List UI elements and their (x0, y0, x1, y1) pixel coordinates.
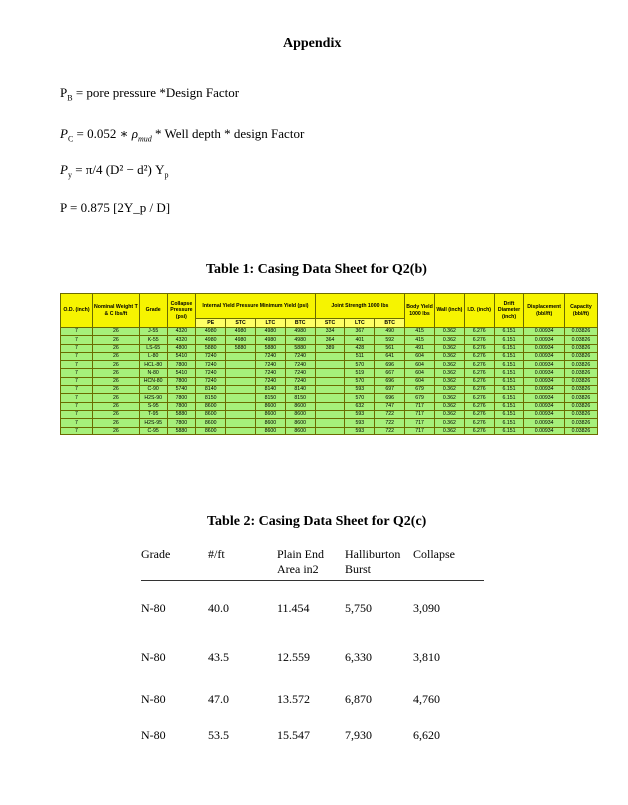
table-cell: 8140 (196, 386, 226, 394)
table-cell: 717 (405, 419, 435, 427)
table-cell: 8150 (196, 394, 226, 402)
table-cell: 6.151 (494, 352, 524, 360)
table-cell: 8600 (285, 402, 315, 410)
table-cell: 5740 (167, 386, 196, 394)
table-cell: 428 (345, 344, 375, 352)
table-cell: 26 (92, 328, 139, 336)
table-row (141, 679, 484, 721)
table-cell: 26 (92, 394, 139, 402)
table-cell: H2S-90 (139, 394, 167, 402)
table-cell: 7 (61, 328, 93, 336)
table-cell: 7800 (167, 361, 196, 369)
table-cell: 6.276 (464, 336, 494, 344)
table-cell: 8600 (285, 410, 315, 418)
subheader-cell: STC (315, 319, 345, 328)
table-cell: 8600 (285, 419, 315, 427)
table-cell: 8600 (196, 419, 226, 427)
table-cell: 593 (345, 410, 375, 418)
table-row (61, 328, 598, 336)
table-cell: 604 (405, 377, 435, 385)
table-cell: 6.276 (464, 410, 494, 418)
table-cell: 6.276 (464, 361, 494, 369)
table-cell: C-95 (139, 427, 167, 435)
table-row (61, 427, 598, 435)
table-cell: 7800 (167, 402, 196, 410)
table-cell: 367 (345, 328, 375, 336)
table-cell: 722 (375, 410, 405, 418)
table-cell: 0.00934 (524, 402, 564, 410)
table-cell: 0.00934 (524, 427, 564, 435)
table-cell: 7 (61, 344, 93, 352)
table-cell: 604 (405, 369, 435, 377)
table-cell: 7240 (255, 352, 285, 360)
table-cell: 722 (375, 427, 405, 435)
table-row (61, 344, 598, 352)
table-cell: 8600 (285, 427, 315, 435)
table-cell: 5880 (255, 344, 285, 352)
table-cell: 0.362 (434, 410, 464, 418)
header-collapse: Collapse Pressure (psi) (167, 294, 196, 328)
table-cell: 7240 (285, 377, 315, 385)
table-cell: 6.151 (494, 394, 524, 402)
table-cell (226, 410, 256, 418)
table-cell: 6.151 (494, 336, 524, 344)
table-cell: 7 (61, 386, 93, 394)
header-displacement: Displacement (bbl/ft) (524, 294, 564, 328)
table-cell: 717 (405, 427, 435, 435)
table-cell: 0.00934 (524, 377, 564, 385)
table-cell: 8600 (255, 427, 285, 435)
table-cell: 0.03826 (564, 402, 597, 410)
header-grade: Grade (139, 294, 167, 328)
table-cell: 6.276 (464, 377, 494, 385)
table-cell: 7240 (255, 361, 285, 369)
table-cell: 0.362 (434, 352, 464, 360)
table-cell: 7 (61, 402, 93, 410)
table-cell: 490 (375, 328, 405, 336)
table-cell (315, 410, 345, 418)
table-cell: 604 (405, 352, 435, 360)
header-id: I.D. (inch) (464, 294, 494, 328)
table-cell: 722 (375, 419, 405, 427)
table-cell: 0.362 (434, 377, 464, 385)
table-cell: 6,870 (345, 692, 372, 706)
table-cell: 5880 (196, 344, 226, 352)
table-cell: 8600 (255, 419, 285, 427)
table-cell: 4980 (226, 328, 256, 336)
table-cell (315, 361, 345, 369)
table-cell: N-80 (141, 727, 166, 742)
table-cell: 0.362 (434, 369, 464, 377)
table-cell: 6.276 (464, 386, 494, 394)
table-cell: 8600 (196, 427, 226, 435)
table-cell: 5410 (167, 352, 196, 360)
table-cell (226, 352, 256, 360)
table-cell: 13.572 (277, 692, 310, 706)
table-cell: 0.00934 (524, 361, 564, 369)
table-cell: 6,330 (345, 650, 372, 664)
table-row (61, 377, 598, 385)
table-cell: 40.0 (208, 601, 229, 616)
table-cell: 26 (92, 410, 139, 418)
table-cell: 3,810 (413, 650, 440, 664)
table-cell: 0.03826 (564, 386, 597, 394)
table-cell: 6,620 (413, 727, 440, 742)
table-cell: 641 (375, 352, 405, 360)
table-cell: 53.5 (208, 727, 229, 742)
table-cell: 4980 (196, 328, 226, 336)
header-weight: Nominal Weight T & C lbs/ft (92, 294, 139, 328)
subheader-cell: PE (196, 319, 226, 328)
table-cell (315, 386, 345, 394)
equation-yield-pressure: $P_y = \pi/4$ (D² − d²) $Y_p$ (60, 162, 169, 180)
table-cell: 26 (92, 386, 139, 394)
table-row (61, 386, 598, 394)
table-cell: 717 (405, 410, 435, 418)
equation-burst-pressure: P = 0.875 [2Y_p / D] (60, 200, 171, 215)
table-cell: 0.362 (434, 361, 464, 369)
table2-caption: Table 2: Casing Data Sheet for Q2(c) (207, 514, 427, 529)
table-cell: 26 (92, 336, 139, 344)
table-cell: 11.454 (277, 601, 310, 616)
table-cell: 519 (345, 369, 375, 377)
table-cell: 0.00934 (524, 352, 564, 360)
table-cell: 4980 (285, 336, 315, 344)
table-cell (226, 394, 256, 402)
table-cell: 7 (61, 361, 93, 369)
table-cell: 6.276 (464, 427, 494, 435)
table-cell: 12.559 (277, 650, 310, 664)
table-cell: 401 (345, 336, 375, 344)
table-cell (315, 427, 345, 435)
table-cell: 4980 (226, 336, 256, 344)
header-capacity: Capacity (bbl/ft) (564, 294, 597, 328)
table-cell: 6.276 (464, 369, 494, 377)
table-cell: 43.5 (208, 650, 229, 664)
table-cell: 47.0 (208, 692, 229, 706)
table-cell: 8600 (255, 402, 285, 410)
table-cell: 0.362 (434, 344, 464, 352)
table-cell: 0.03826 (564, 369, 597, 377)
table2-header-cell: Halliburton Burst (345, 547, 413, 581)
table-cell: 7 (61, 336, 93, 344)
table-cell: 0.03826 (564, 361, 597, 369)
table-cell: L-80 (139, 352, 167, 360)
table-cell: 5880 (285, 344, 315, 352)
table-cell: 717 (405, 402, 435, 410)
table-cell: T-95 (139, 410, 167, 418)
table-cell: 7 (61, 419, 93, 427)
table-cell: HCN-80 (139, 377, 167, 385)
table-cell: 5880 (167, 427, 196, 435)
table-cell: 696 (375, 394, 405, 402)
table-cell: 6.151 (494, 328, 524, 336)
table-cell: 7 (61, 410, 93, 418)
table-row (141, 637, 484, 679)
subheader-cell: STC (226, 319, 256, 328)
equation-collapse-pressure: $P_C = 0.052$ ∗ $\rho_{mud}$ * Well depth * design Factor (60, 126, 305, 144)
table-cell: 26 (92, 402, 139, 410)
table-cell: 4800 (167, 344, 196, 352)
table-cell: 679 (405, 394, 435, 402)
table-cell: 26 (92, 361, 139, 369)
table-cell: 26 (92, 352, 139, 360)
table-cell: 5880 (226, 344, 256, 352)
table-cell: 26 (92, 369, 139, 377)
table-cell: 632 (345, 402, 375, 410)
table-cell: N-80 (141, 601, 166, 616)
table-cell: 0.362 (434, 402, 464, 410)
table-cell: 0.362 (434, 394, 464, 402)
table-row (141, 721, 484, 750)
table-cell (315, 377, 345, 385)
table-cell: K-55 (139, 336, 167, 344)
table-cell: 4980 (196, 336, 226, 344)
table-cell (226, 419, 256, 427)
table-cell: 6.151 (494, 402, 524, 410)
table-cell: 570 (345, 361, 375, 369)
table-cell: 8600 (196, 410, 226, 418)
table-cell: C-90 (139, 386, 167, 394)
table-cell (315, 352, 345, 360)
table-cell: 593 (345, 419, 375, 427)
table-cell: 0.03826 (564, 410, 597, 418)
table-cell: 491 (405, 344, 435, 352)
table-row (61, 394, 598, 402)
table-cell: 0.03826 (564, 427, 597, 435)
table-cell: 415 (405, 336, 435, 344)
table-cell: 604 (405, 361, 435, 369)
table-cell: 8600 (196, 402, 226, 410)
table-cell: 6.276 (464, 328, 494, 336)
table2-header-cell: Plain End Area in2 (277, 547, 345, 581)
table-cell: 0.00934 (524, 369, 564, 377)
table-cell: J-55 (139, 328, 167, 336)
table-row (61, 361, 598, 369)
table-cell: 0.00934 (524, 419, 564, 427)
table-row (61, 336, 598, 344)
table-cell: 6.276 (464, 402, 494, 410)
equation-pore-pressure: $P_B$ = pore pressure *Design Factor (60, 85, 240, 103)
table-cell: 8140 (255, 386, 285, 394)
table-cell: 0.00934 (524, 386, 564, 394)
table-cell: 7 (61, 377, 93, 385)
table-cell: 6.151 (494, 344, 524, 352)
table-cell: 0.03826 (564, 328, 597, 336)
table-cell: 6.151 (494, 369, 524, 377)
table2-header-cell: Grade (141, 547, 208, 581)
table-cell: 7800 (167, 377, 196, 385)
table-cell: 0.00934 (524, 394, 564, 402)
table-cell: 0.00934 (524, 410, 564, 418)
table-cell: 6.151 (494, 410, 524, 418)
table-row (61, 352, 598, 360)
header-wall: Wall (inch) (434, 294, 464, 328)
table-cell: HCL-80 (139, 361, 167, 369)
table-cell: 6.151 (494, 419, 524, 427)
table-cell: 593 (345, 386, 375, 394)
table-cell: 561 (375, 344, 405, 352)
table-cell: 7240 (196, 369, 226, 377)
table-cell: 679 (405, 386, 435, 394)
table-cell: 8150 (285, 394, 315, 402)
table-cell: 511 (345, 352, 375, 360)
table-cell: 0.03826 (564, 344, 597, 352)
table-cell: 7 (61, 369, 93, 377)
table-cell: 4980 (285, 328, 315, 336)
table-cell: 6.276 (464, 394, 494, 402)
table-cell: 0.00934 (524, 344, 564, 352)
table-cell: 0.362 (434, 336, 464, 344)
table-cell: 592 (375, 336, 405, 344)
table-cell: 26 (92, 377, 139, 385)
table-cell: 7240 (285, 361, 315, 369)
appendix-heading: Appendix (283, 36, 342, 51)
table-cell (226, 386, 256, 394)
table-cell (226, 377, 256, 385)
table-cell: 3,090 (413, 601, 440, 616)
table-cell: 696 (375, 377, 405, 385)
table-cell: 7,930 (345, 727, 372, 742)
table-cell: 0.03826 (564, 352, 597, 360)
table-cell (226, 369, 256, 377)
table-cell (315, 419, 345, 427)
table-cell: 26 (92, 419, 139, 427)
table-cell: 0.362 (434, 328, 464, 336)
table-cell: 4980 (255, 328, 285, 336)
table-cell: 0.03826 (564, 377, 597, 385)
table-cell: 570 (345, 394, 375, 402)
table-cell (226, 402, 256, 410)
table-cell: N-80 (141, 692, 166, 706)
table-cell (315, 402, 345, 410)
table-cell: 7 (61, 427, 93, 435)
header-body-yield: Body Yield 1000 lbs (405, 294, 435, 328)
table-cell: 747 (375, 402, 405, 410)
subheader-cell: LTC (255, 319, 285, 328)
table-row (61, 402, 598, 410)
table-cell: 6.276 (464, 344, 494, 352)
table-cell: 5880 (167, 410, 196, 418)
casing-data-table-2 (141, 547, 484, 750)
table-cell: 8140 (285, 386, 315, 394)
table-cell: 7240 (196, 361, 226, 369)
table-cell: 7240 (285, 369, 315, 377)
table-cell: N-80 (139, 369, 167, 377)
table-cell: 0.03826 (564, 336, 597, 344)
table-cell (315, 369, 345, 377)
table-cell: 0.362 (434, 427, 464, 435)
table-cell: 4,760 (413, 692, 440, 706)
header-internal-yield: Internal Yield Pressure Minimum Yield (psi) (196, 294, 315, 319)
table-cell: 415 (405, 328, 435, 336)
table-cell: 5,750 (345, 601, 372, 616)
table-cell: 7240 (255, 377, 285, 385)
table-cell: 5410 (167, 369, 196, 377)
table-row (61, 419, 598, 427)
table-cell: N-80 (141, 650, 166, 664)
table-cell: 8150 (255, 394, 285, 402)
table-cell: 6.276 (464, 419, 494, 427)
table-cell: 7240 (255, 369, 285, 377)
table-cell: 6.151 (494, 386, 524, 394)
table-cell (315, 394, 345, 402)
table1-caption: Table 1: Casing Data Sheet for Q2(b) (206, 262, 427, 277)
table-cell: 7 (61, 352, 93, 360)
table-cell: 7 (61, 394, 93, 402)
table-cell: 7240 (196, 352, 226, 360)
table-cell: 0.362 (434, 386, 464, 394)
table-row (141, 581, 484, 637)
table-cell: 6.276 (464, 352, 494, 360)
table-cell: 26 (92, 344, 139, 352)
table-cell: 8600 (255, 410, 285, 418)
table-cell: 364 (315, 336, 345, 344)
table-cell: 15.547 (277, 727, 310, 742)
table-cell: LS-65 (139, 344, 167, 352)
table-cell: H2S-95 (139, 419, 167, 427)
table-cell: S-95 (139, 402, 167, 410)
table-cell: 6.151 (494, 361, 524, 369)
table2-header-cell: #/ft (208, 547, 277, 581)
subheader-cell: BTC (285, 319, 315, 328)
table-cell: 6.151 (494, 427, 524, 435)
table-cell: 389 (315, 344, 345, 352)
table-cell: 696 (375, 361, 405, 369)
table-cell (226, 427, 256, 435)
table-cell (226, 361, 256, 369)
table-cell: 0.03826 (564, 419, 597, 427)
table-cell: 593 (345, 427, 375, 435)
table-cell: 7240 (196, 377, 226, 385)
table-cell: 0.00934 (524, 336, 564, 344)
table-cell: 26 (92, 427, 139, 435)
table-cell: 0.03826 (564, 394, 597, 402)
table-cell: 7800 (167, 394, 196, 402)
header-joint-strength: Joint Strength 1000 lbs (315, 294, 404, 319)
table-cell: 570 (345, 377, 375, 385)
header-od: O.D. (inch) (61, 294, 93, 328)
table-cell: 4320 (167, 336, 196, 344)
table-cell: 697 (375, 386, 405, 394)
table-cell: 0.00934 (524, 328, 564, 336)
table-row (61, 410, 598, 418)
table-cell: 334 (315, 328, 345, 336)
subheader-cell: LTC (345, 319, 375, 328)
table-cell: 7240 (285, 352, 315, 360)
table2-header-cell: Collapse (413, 547, 484, 581)
table-cell: 0.362 (434, 419, 464, 427)
table-cell: 667 (375, 369, 405, 377)
table-row (61, 369, 598, 377)
subheader-cell: BTC (375, 319, 405, 328)
table-cell: 7800 (167, 419, 196, 427)
table-cell: 6.151 (494, 377, 524, 385)
table-cell: 4980 (255, 336, 285, 344)
table-cell: 4320 (167, 328, 196, 336)
header-drift: Drift Diameter (inch) (494, 294, 524, 328)
casing-data-table-1 (60, 293, 598, 435)
